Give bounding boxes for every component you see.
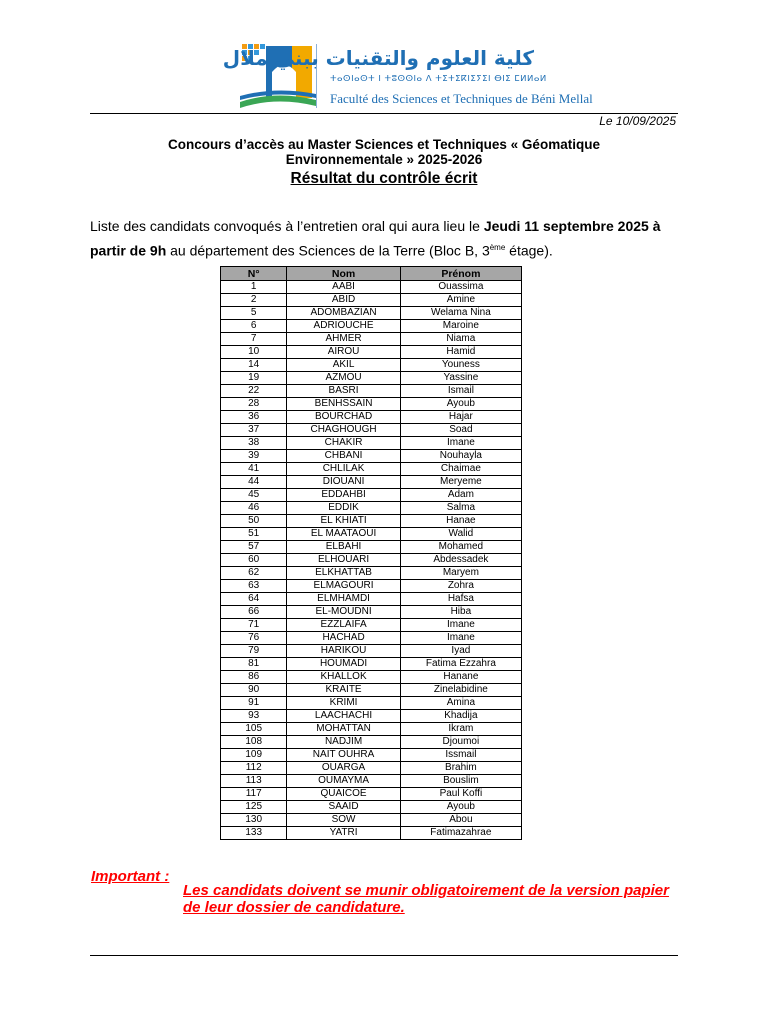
cell-first-name: Amine (400, 294, 521, 307)
cell-first-name: Imane (400, 632, 521, 645)
cell-number: 125 (221, 801, 287, 814)
cell-number: 86 (221, 671, 287, 684)
cell-last-name: SAAID (287, 801, 400, 814)
table-row (221, 801, 522, 814)
intro-text-d: étage). (505, 242, 553, 259)
table-row (221, 398, 522, 411)
table-row (221, 658, 522, 671)
table-row (221, 749, 522, 762)
table-row (221, 593, 522, 606)
table-row (221, 307, 522, 320)
document-date: Le 10/09/2025 (599, 114, 676, 128)
cell-first-name: Paul Koffi (400, 788, 521, 801)
faculty-header (222, 38, 593, 114)
table-row (221, 541, 522, 554)
cell-number: 5 (221, 307, 287, 320)
cell-number: 108 (221, 736, 287, 749)
table-row (221, 528, 522, 541)
table-row (221, 775, 522, 788)
cell-last-name: SOW (287, 814, 400, 827)
cell-first-name: Ouassima (400, 281, 521, 294)
cell-first-name: Imane (400, 619, 521, 632)
cell-first-name: Hafsa (400, 593, 521, 606)
cell-number: 44 (221, 476, 287, 489)
cell-first-name: Chaimae (400, 463, 521, 476)
candidates-table (220, 266, 522, 840)
cell-last-name: CHBANI (287, 450, 400, 463)
cell-last-name: HARIKOU (287, 645, 400, 658)
cell-number: 1 (221, 281, 287, 294)
cell-first-name: Welama Nina (400, 307, 521, 320)
cell-number: 62 (221, 567, 287, 580)
cell-first-name: Maroine (400, 320, 521, 333)
table-row (221, 684, 522, 697)
cell-first-name: Hiba (400, 606, 521, 619)
table-row (221, 294, 522, 307)
table-row (221, 385, 522, 398)
title-line-1: Concours d’accès au Master Sciences et Techniques « Géomatique (168, 137, 600, 152)
cell-first-name: Ismail (400, 385, 521, 398)
cell-last-name: QUAICOE (287, 788, 400, 801)
cell-last-name: KHALLOK (287, 671, 400, 684)
cell-last-name: CHLILAK (287, 463, 400, 476)
cell-number: 66 (221, 606, 287, 619)
cell-number: 93 (221, 710, 287, 723)
cell-first-name: Adam (400, 489, 521, 502)
cell-first-name: Hamid (400, 346, 521, 359)
cell-number: 36 (221, 411, 287, 424)
table-row (221, 424, 522, 437)
table-row (221, 827, 522, 840)
table-row (221, 697, 522, 710)
cell-first-name: Ayoub (400, 398, 521, 411)
header-number: N° (221, 267, 287, 281)
cell-number: 7 (221, 333, 287, 346)
cell-number: 113 (221, 775, 287, 788)
cell-number: 105 (221, 723, 287, 736)
cell-first-name: Mohamed (400, 541, 521, 554)
table-row (221, 567, 522, 580)
header-first-name: Prénom (400, 267, 521, 281)
cell-number: 39 (221, 450, 287, 463)
table-row (221, 515, 522, 528)
cell-last-name: EL-MOUDNI (287, 606, 400, 619)
table-row (221, 619, 522, 632)
cell-last-name: CHAGHOUGH (287, 424, 400, 437)
cell-number: 64 (221, 593, 287, 606)
cell-last-name: HOUMADI (287, 658, 400, 671)
cell-first-name: Yassine (400, 372, 521, 385)
cell-last-name: ELBAHI (287, 541, 400, 554)
cell-last-name: NADJIM (287, 736, 400, 749)
cell-number: 81 (221, 658, 287, 671)
important-notice: Les candidats doivent se munir obligatoirement de la version papier de leur dossier de candidature. (183, 882, 669, 916)
table-row (221, 320, 522, 333)
table-row (221, 476, 522, 489)
table-row (221, 437, 522, 450)
cell-first-name: Abou (400, 814, 521, 827)
cell-number: 14 (221, 359, 287, 372)
cell-last-name: EL MAATAOUI (287, 528, 400, 541)
cell-last-name: ADRIOUCHE (287, 320, 400, 333)
cell-number: 91 (221, 697, 287, 710)
cell-number: 38 (221, 437, 287, 450)
cell-number: 28 (221, 398, 287, 411)
table-body (221, 281, 522, 840)
table-row (221, 281, 522, 294)
cell-last-name: LAACHACHI (287, 710, 400, 723)
cell-last-name: AIROU (287, 346, 400, 359)
table-row (221, 580, 522, 593)
cell-number: 79 (221, 645, 287, 658)
intro-paragraph (90, 216, 682, 262)
cell-number: 117 (221, 788, 287, 801)
cell-first-name: Khadija (400, 710, 521, 723)
intro-date-time: Jeudi 11 septembre 2025 à partir de 9h (90, 218, 661, 259)
cell-first-name: Niama (400, 333, 521, 346)
cell-last-name: BASRI (287, 385, 400, 398)
cell-last-name: YATRI (287, 827, 400, 840)
cell-first-name: Iyad (400, 645, 521, 658)
table-row (221, 736, 522, 749)
cell-number: 109 (221, 749, 287, 762)
table-header-row (221, 267, 522, 281)
cell-number: 6 (221, 320, 287, 333)
header-rule (90, 113, 678, 114)
intro-text-a: Liste des candidats convoqués à l’entretien oral qui aura lieu le (90, 218, 484, 234)
cell-first-name: Amina (400, 697, 521, 710)
cell-number: 51 (221, 528, 287, 541)
cell-last-name: AHMER (287, 333, 400, 346)
cell-last-name: NAIT OUHRA (287, 749, 400, 762)
cell-last-name: AZMOU (287, 372, 400, 385)
cell-last-name: BENHSSAIN (287, 398, 400, 411)
intro-superscript: ème (489, 243, 506, 252)
cell-last-name: ELHOUARI (287, 554, 400, 567)
cell-first-name: Issmail (400, 749, 521, 762)
cell-last-name: CHAKIR (287, 437, 400, 450)
table-row (221, 814, 522, 827)
document-subtitle: Résultat du contrôle écrit (290, 170, 478, 187)
cell-last-name: BOURCHAD (287, 411, 400, 424)
cell-last-name: MOHATTAN (287, 723, 400, 736)
title-line-2: Environnementale » 2025-2026 (285, 152, 483, 167)
table-row (221, 606, 522, 619)
cell-last-name: ELMAGOURI (287, 580, 400, 593)
cell-number: 90 (221, 684, 287, 697)
cell-first-name: Abdessadek (400, 554, 521, 567)
cell-number: 37 (221, 424, 287, 437)
cell-first-name: Ikram (400, 723, 521, 736)
faculty-name-tifinagh: ⵜⴰⵙⵏⴰⵙⵜ ⵏ ⵜⵓⵙⵙⵏⴰ ⴷ ⵜⵉⵜⵉⴽⵏⵉⵢⵉⵏ ⴱⵏⵉ ⵎⵍⵍⴰⵍ (330, 74, 547, 84)
cell-number: 41 (221, 463, 287, 476)
cell-last-name: OUARGA (287, 762, 400, 775)
cell-last-name: ELMHAMDI (287, 593, 400, 606)
cell-first-name: Djoumoi (400, 736, 521, 749)
cell-first-name: Hanae (400, 515, 521, 528)
cell-last-name: EDDAHBI (287, 489, 400, 502)
table-row (221, 554, 522, 567)
table-row (221, 645, 522, 658)
table-row (221, 788, 522, 801)
table-row (221, 359, 522, 372)
header-last-name: Nom (287, 267, 400, 281)
cell-last-name: EZZLAIFA (287, 619, 400, 632)
cell-first-name: Salma (400, 502, 521, 515)
table-row (221, 346, 522, 359)
important-label: Important : (91, 868, 170, 885)
cell-first-name: Bouslim (400, 775, 521, 788)
cell-last-name: AKIL (287, 359, 400, 372)
cell-first-name: Brahim (400, 762, 521, 775)
intro-text-c: au département des Sciences de la Terre (Bloc B, 3 (166, 242, 490, 259)
cell-last-name: EDDIK (287, 502, 400, 515)
cell-last-name: KRAITE (287, 684, 400, 697)
table-row (221, 762, 522, 775)
cell-first-name: Zohra (400, 580, 521, 593)
cell-last-name: ABID (287, 294, 400, 307)
cell-first-name: Ayoub (400, 801, 521, 814)
cell-last-name: KRIMI (287, 697, 400, 710)
cell-first-name: Maryem (400, 567, 521, 580)
cell-first-name: Youness (400, 359, 521, 372)
cell-number: 71 (221, 619, 287, 632)
cell-last-name: EL KHIATI (287, 515, 400, 528)
cell-first-name: Soad (400, 424, 521, 437)
cell-first-name: Walid (400, 528, 521, 541)
table-row (221, 671, 522, 684)
cell-first-name: Meryeme (400, 476, 521, 489)
cell-number: 46 (221, 502, 287, 515)
footer-rule (90, 955, 678, 956)
table-row (221, 463, 522, 476)
table-row (221, 489, 522, 502)
cell-last-name: DIOUANI (287, 476, 400, 489)
cell-number: 130 (221, 814, 287, 827)
cell-first-name: Hajar (400, 411, 521, 424)
cell-first-name: Imane (400, 437, 521, 450)
cell-number: 22 (221, 385, 287, 398)
table-row (221, 632, 522, 645)
faculty-name-arabic: كلية العلوم والتقنيات ببني ملال (222, 46, 534, 70)
cell-number: 19 (221, 372, 287, 385)
table-row (221, 333, 522, 346)
cell-number: 63 (221, 580, 287, 593)
cell-number: 133 (221, 827, 287, 840)
cell-number: 10 (221, 346, 287, 359)
cell-first-name: Nouhayla (400, 450, 521, 463)
cell-last-name: AABI (287, 281, 400, 294)
cell-last-name: OUMAYMA (287, 775, 400, 788)
faculty-name-french: Faculté des Sciences et Techniques de Béni Mellal (330, 91, 593, 106)
cell-first-name: Zinelabidine (400, 684, 521, 697)
cell-last-name: HACHAD (287, 632, 400, 645)
cell-number: 76 (221, 632, 287, 645)
table-row (221, 372, 522, 385)
cell-number: 2 (221, 294, 287, 307)
cell-number: 112 (221, 762, 287, 775)
table-row (221, 710, 522, 723)
cell-first-name: Fatimazahrae (400, 827, 521, 840)
cell-number: 45 (221, 489, 287, 502)
document-title (90, 137, 678, 167)
cell-number: 57 (221, 541, 287, 554)
table-row (221, 723, 522, 736)
cell-first-name: Hanane (400, 671, 521, 684)
cell-first-name: Fatima Ezzahra (400, 658, 521, 671)
cell-number: 60 (221, 554, 287, 567)
cell-number: 50 (221, 515, 287, 528)
cell-last-name: ELKHATTAB (287, 567, 400, 580)
table-row (221, 450, 522, 463)
table-row (221, 502, 522, 515)
table-row (221, 411, 522, 424)
cell-last-name: ADOMBAZIAN (287, 307, 400, 320)
